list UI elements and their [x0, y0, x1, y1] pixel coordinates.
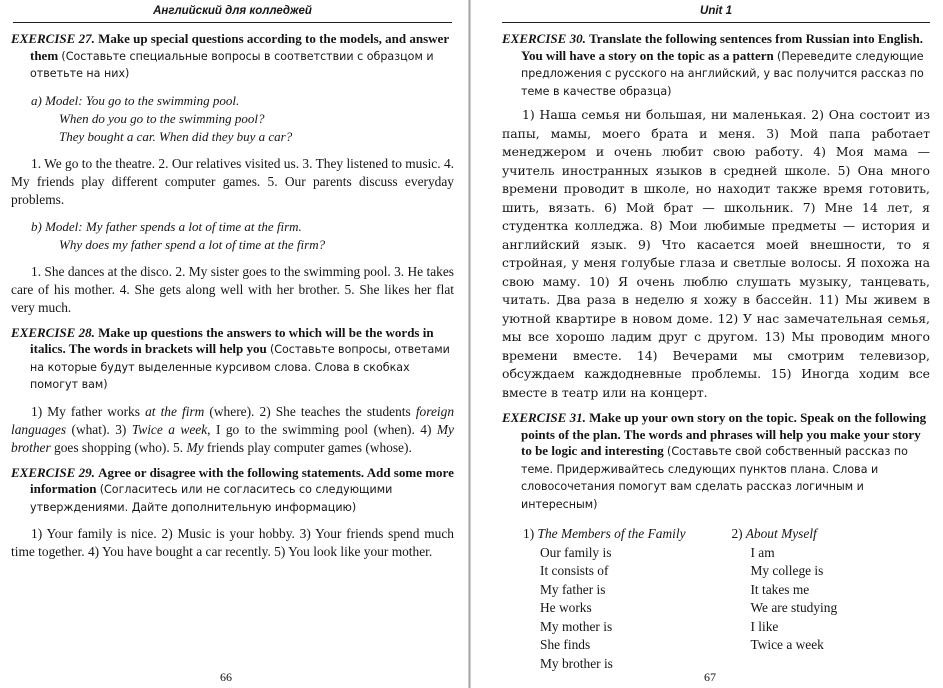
exercise-29-sentences: 1) Your family is nice. 2) Music is your hobby. 3) Your friends spend much time together. 4) You have bought a car recently. 5) You look like your mother. [11, 526, 454, 559]
model-line: a) Model: You go to the swimming pool. [31, 92, 240, 108]
text-segment: (where). 2) She teaches the students [204, 403, 416, 419]
plan-point-title: About Myself [745, 526, 817, 541]
exercise-label: EXERCISE 28. [11, 324, 95, 340]
exercise-translation: (Составьте специальные вопросы в соответствии с образцом и ответьте на них) [30, 49, 434, 80]
page-number-left: 66 [220, 670, 232, 684]
exercise-30-russian-text: 1) Наша семья ни большая, ни маленькая. 2) Она состоит из папы, мамы, моего брата и меня. 3) Мой папа работает менеджером и очень любит свою работу. 4) Моя мама — учитель иностранных языков в средней школе. 5) Она много времени проводит в школе, но находит также время готовить, шить, вязать. 6) Мой брат — школьник. 7) Мне 14 лет, я студентка колледжа. 8) Мои любимые предметы — история и английский язык. 9) Что касается моей внешности, то я стройная, у меня голубые глаза и светлые волосы. Я похожа на свою маму. 10) Я очень люблю слушать музыку, танцевать, читать. Два раза в неделю я хожу в бассейн. 11) Мы живем в уютной квартире в новом доме. 12) У нас замечательная семья, мы все хорошо ладим друг с другом. 13) Мы проводим много времени вместе. 14) Вечерами мы смотрим телевизор, обсуждаем каждодневные проблемы. 15) Иногда ходим все вместе в театр или на концерт. [502, 107, 930, 400]
exercise-translation: (Составьте свой собственный рассказ по теме. Придерживайтесь следующих пунктов плана. Слова и словосочетания помогут вам сделать рассказ логичным и интересным) [521, 445, 908, 511]
exercise-29-heading [11, 465, 454, 517]
text-segment: 1) My father works [31, 403, 146, 419]
plan-phrase: My father is [540, 581, 606, 597]
text-segment: goes shopping (who). 5. [50, 439, 187, 455]
exercise-translation: (Переведите следующие предложения с русского на английский, у вас получится рассказ по теме в качестве образца) [521, 49, 924, 98]
plan-column-myself [731, 525, 930, 673]
exercise-label: EXERCISE 31. [502, 410, 586, 425]
exercise-instruction: Make up your own story on the topic. Speak on the following points of the plan. The words and phrases will help you make your story to be logic and interesting [521, 410, 927, 458]
model-b [11, 218, 454, 254]
model-line: When do you go to the swimming pool? [59, 110, 265, 126]
plan-phrase: My college is [750, 563, 824, 578]
exercise-label: EXERCISE 30. [502, 31, 586, 46]
text-segment: (what). 3) [66, 421, 132, 437]
plan-phrase: Our family is [540, 544, 612, 560]
plan-phrase: We are studying [750, 600, 838, 615]
exercise-instruction: Make up questions the answers to which will be the words in italics. The words in brackets will help you [30, 324, 434, 356]
exercise-instruction: Make up special questions according to the models, and answer them [30, 31, 449, 63]
model-line: Why does my father spend a lot of time at the firm? [59, 236, 326, 252]
plan-point-number: 2) [731, 526, 743, 541]
exercise-instruction: Agree or disagree with the following statements. Add some more information [30, 464, 454, 496]
left-page [0, 0, 466, 688]
italic-answer: foreign languages [11, 403, 455, 437]
plan-point-title: The Members of the Family [537, 526, 686, 541]
exercise-instruction: Translate the following sentences from Russian into English. You will have a story on the topic as a pattern [521, 31, 924, 63]
plan-point-heading [731, 525, 930, 544]
italic-answer: My [186, 439, 204, 455]
exercise-27a-sentences: 1. We go to the theatre. 2. Our relatives visited us. 3. They listened to music. 4. My friends play different computer games. 5. Our parents discuss everyday problems. [11, 155, 454, 207]
plan-phrase: It consists of [540, 563, 609, 578]
model-line: They bought a car. When did they buy a car? [59, 128, 293, 144]
exercise-27b-sentences: 1. She dances at the disco. 2. My sister goes to the swimming pool. 3. He takes care of his mother. 4. She gets along well with her brother. 5. She likes her flat very much. [11, 263, 454, 315]
model-a [11, 92, 454, 146]
plan-phrase: My brother is [540, 655, 613, 671]
exercise-translation: (Составьте вопросы, ответами на которые будут выделенные курсивом слова. Слова в скобках помогут вам) [30, 343, 450, 391]
exercise-28-sentences [11, 403, 454, 457]
plan-column-family [502, 525, 731, 673]
text-segment: friends play computer games (whose). [203, 439, 412, 455]
plan-point-number: 1) [523, 526, 535, 541]
italic-answer: My brother [11, 421, 454, 455]
plan-phrase: Twice a week [750, 637, 824, 652]
right-page [478, 0, 943, 688]
exercise-label: EXERCISE 29. [11, 464, 95, 480]
plan-phrase: I am [750, 544, 775, 560]
exercise-31-heading [502, 410, 930, 513]
plan-columns [502, 525, 930, 673]
exercise-28-heading [11, 325, 454, 394]
plan-phrase: It takes me [750, 581, 810, 597]
italic-answer: Twice a week [131, 421, 208, 437]
plan-point-heading [523, 525, 731, 544]
plan-phrase: I like [750, 618, 779, 634]
plan-phrase: He works [540, 600, 592, 615]
page-number-right: 67 [704, 670, 716, 684]
exercise-30-heading [502, 31, 930, 100]
plan-phrase: She finds [540, 637, 591, 652]
model-line: b) Model: My father spends a lot of time at the firm. [31, 218, 302, 234]
book-gutter [468, 0, 471, 688]
text-segment: , I go to the swimming pool (when). 4) [207, 421, 437, 437]
italic-answer: at the firm [145, 403, 205, 419]
running-head-right: Unit 1 [502, 3, 930, 23]
exercise-27-heading [11, 31, 454, 83]
running-head-left: Английский для колледжей [13, 3, 452, 23]
exercise-translation: (Согласитесь или не согласитесь со следующими утверждениями. Дайте дополнительную информацию) [30, 483, 393, 514]
plan-phrase: My mother is [540, 618, 613, 634]
exercise-label: EXERCISE 27. [11, 31, 95, 46]
